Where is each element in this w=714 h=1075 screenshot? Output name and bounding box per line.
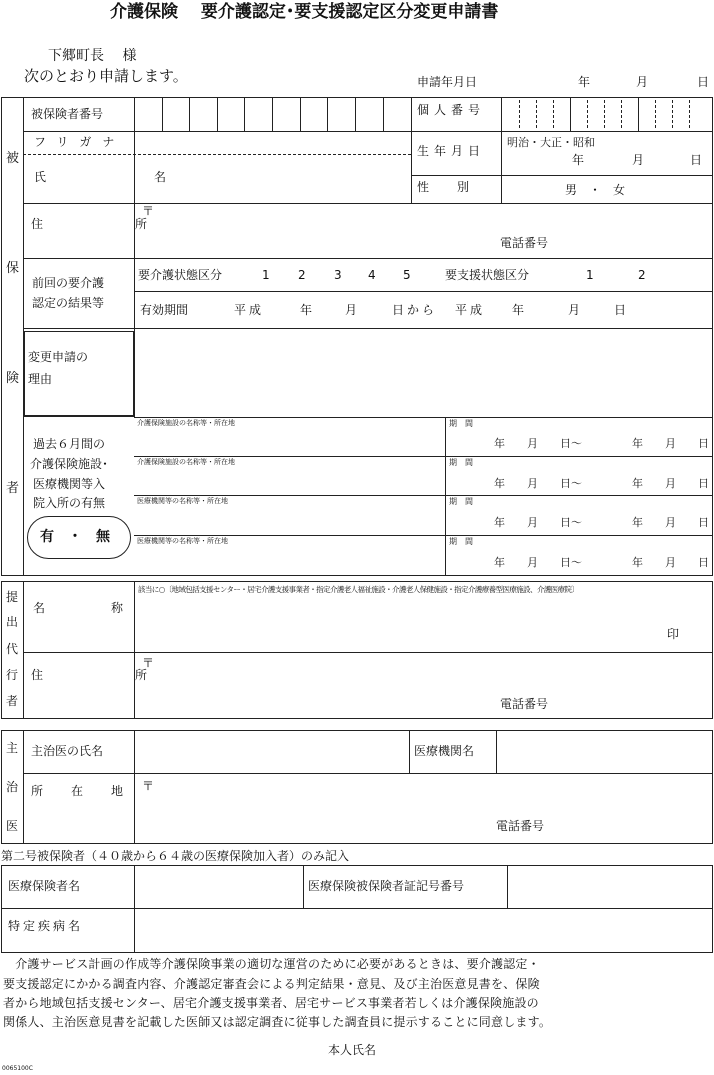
birth-month[interactable]: 月 [632,153,645,167]
consent-line-2: 要支援認定にかかる調査内容、介護認定審査会による判定結果・意見、及び主治医意見書を、保険 [3,977,540,991]
medical-insurer-label: 医療保険者名 [8,879,81,893]
validity-month-1[interactable]: 月 [345,303,358,317]
facility-row-1-period-from[interactable]: 年 月 日～ [494,437,582,450]
insured-name-field[interactable] [135,155,410,203]
care-level-3[interactable]: 3 [334,268,342,282]
facility-row-1-period-to[interactable]: 年 月 日 [632,437,709,450]
validity-year-2[interactable]: 年 [512,303,525,317]
change-reason-field[interactable] [136,329,712,416]
support-level-1[interactable]: 1 [586,268,594,282]
page-title: 介護保険 要介護認定･要支援認定区分変更申請書 [110,2,499,22]
support-level-label: 要支援状態区分 [445,268,530,282]
support-level-2[interactable]: 2 [638,268,646,282]
submitter-side-char-1: 提 [6,590,19,604]
submitter-side-char-5: 者 [6,694,19,708]
care-level-1[interactable]: 1 [262,268,270,282]
doctor-location-label: 所 在 地 [31,784,132,798]
facility-row-2-period-label: 期 間 [449,458,473,467]
birth-day[interactable]: 日 [690,153,703,167]
submitter-note: 該当に○〔地域包括支援センター・居宅介護支援事業者・指定介護老人福祉施設・介護老人保健施設・指定介護療養型医療施設、介護医療院〕 [138,585,579,594]
facility-row-4-period-label: 期 間 [449,537,473,546]
facility-row-1-name-label: 介護保険施設の名称等・所在地 [137,419,235,427]
facility-label-4: 院入所の有無 [33,496,106,510]
care-level-5[interactable]: 5 [403,268,411,282]
submitter-seal: 印 [667,627,680,641]
validity-day-1[interactable]: 日から [392,303,438,317]
validity-label: 有効期間 [140,303,189,317]
validity-era-1: 平成 [234,303,265,317]
application-date-month[interactable]: 月 [636,75,649,89]
specified-disease-field[interactable] [135,909,712,952]
facility-row-3-period-from[interactable]: 年 月 日～ [494,516,582,529]
doctor-postal-mark: 〒 [142,779,155,793]
facility-row-3-period-to[interactable]: 年 月 日 [632,516,709,529]
submitter-phone-label: 電話番号 [500,697,549,711]
application-date-year[interactable]: 年 [578,75,591,89]
insured-side-char-1: 被 [6,151,20,166]
personal-number-label: 個人番号 [417,103,486,117]
change-reason-label-2: 理由 [28,372,53,386]
facility-row-2-name-label: 介護保険施設の名称等・所在地 [137,458,235,466]
specified-disease-label: 特定疾病名 [8,919,84,933]
doctor-institution-field[interactable] [497,731,712,773]
signature-field[interactable] [390,1040,690,1060]
doctor-side-char-3: 医 [6,819,19,833]
validity-year-1[interactable]: 年 [300,303,313,317]
furigana-field[interactable] [135,132,410,154]
consent-line-3: 者から地域包括支援センター、居宅介護支援事業者、居宅サービス事業者若しくは介護保険施設の [3,996,539,1010]
application-date-day[interactable]: 日 [697,75,710,89]
insurance-cert-field[interactable] [508,866,712,908]
change-reason-label-1: 変更申請の [28,350,89,364]
second-insured-heading: 第二号被保険者（４０歳から６４歳の医療保険加入者）のみ記入 [1,849,350,863]
submitter-side-char-3: 代 [6,642,19,656]
sex-options[interactable]: 男 ・ 女 [565,183,626,197]
application-date-label: 申請年月日 [417,75,478,89]
insured-address-field[interactable] [135,204,712,257]
birth-eras[interactable]: 明治・大正・昭和 [507,136,595,149]
submitter-postal-mark: 〒 [142,656,155,670]
birth-date-label: 生年月日 [417,144,486,158]
validity-era-2: 平成 [455,303,486,317]
doctor-name-field[interactable] [135,731,409,773]
doctor-institution-label: 医療機関名 [414,744,475,758]
submitter-name-label: 名 称 [33,601,138,615]
intro-text: 次のとおり申請します。 [24,67,188,85]
doctor-side-char-1: 主 [6,741,19,755]
facility-row-2-period-from[interactable]: 年 月 日～ [494,477,582,490]
submitter-name-field[interactable] [135,598,712,652]
insured-side-char-2: 保 [6,261,20,276]
facility-label-1: 過去６月間の [33,437,106,451]
submitter-side-char-2: 出 [6,615,19,629]
insured-phone-label: 電話番号 [500,236,549,250]
care-level-4[interactable]: 4 [368,268,376,282]
insurance-cert-label: 医療保険被保険者証記号番号 [308,879,465,893]
doctor-name-label: 主治医の氏名 [31,744,104,758]
facility-row-3-name-label: 医療機関等の名称等・所在地 [137,497,228,505]
prev-result-label-2: 認定の結果等 [32,296,105,310]
insured-address-label: 住 所 [31,217,188,231]
validity-day-2[interactable]: 日 [614,303,627,317]
doctor-side-char-2: 治 [6,780,19,794]
addressee: 下郷町長 様 [48,48,137,64]
facility-label-2: 介護保険施設･ [30,457,109,471]
insured-side-char-3: 険 [6,371,20,386]
insured-number-label: 被保険者番号 [31,107,104,121]
submitter-side-char-4: 行 [6,668,19,682]
insured-side-char-4: 者 [6,481,20,496]
signature-label: 本人氏名 [328,1043,377,1057]
facility-row-3-period-label: 期 間 [449,497,473,506]
insured-name-label: 氏 名 [34,170,215,184]
facility-row-2-period-to[interactable]: 年 月 日 [632,477,709,490]
care-level-2[interactable]: 2 [298,268,306,282]
birth-year[interactable]: 年 [572,153,585,167]
validity-month-2[interactable]: 月 [568,303,581,317]
facility-row-1-period-label: 期 間 [449,419,473,428]
doctor-phone-label: 電話番号 [496,819,545,833]
furigana-label: フリガナ [34,135,126,149]
doctor-address-field[interactable] [135,774,712,843]
postal-mark: 〒 [142,204,155,218]
consent-line-4: 関係人、主治医意見書を記載した医師又は認定調査に従事した調査員に提示することに同意します。 [3,1015,552,1029]
submitter-address-field[interactable] [135,653,712,718]
care-level-label: 要介護状態区分 [138,268,223,282]
submitter-address-label: 住 所 [31,668,188,682]
medical-insurer-field[interactable] [135,866,303,908]
prev-result-label-1: 前回の要介護 [32,276,105,290]
facility-row-4-name-label: 医療機関等の名称等・所在地 [137,537,228,545]
facility-label-3: 医療機関等入 [33,477,106,491]
form-code: 0065100C [2,1065,33,1072]
sex-label: 性 別 [417,180,478,194]
consent-line-1: 介護サービス計画の作成等介護保険事業の適切な運営のために必要があるときは、要介護認定・ [3,957,540,971]
facility-row-4-period-to[interactable]: 年 月 日 [632,556,709,569]
facility-row-4-period-from[interactable]: 年 月 日～ [494,556,582,569]
facility-choice[interactable]: 有 ・ 無 [40,529,110,545]
